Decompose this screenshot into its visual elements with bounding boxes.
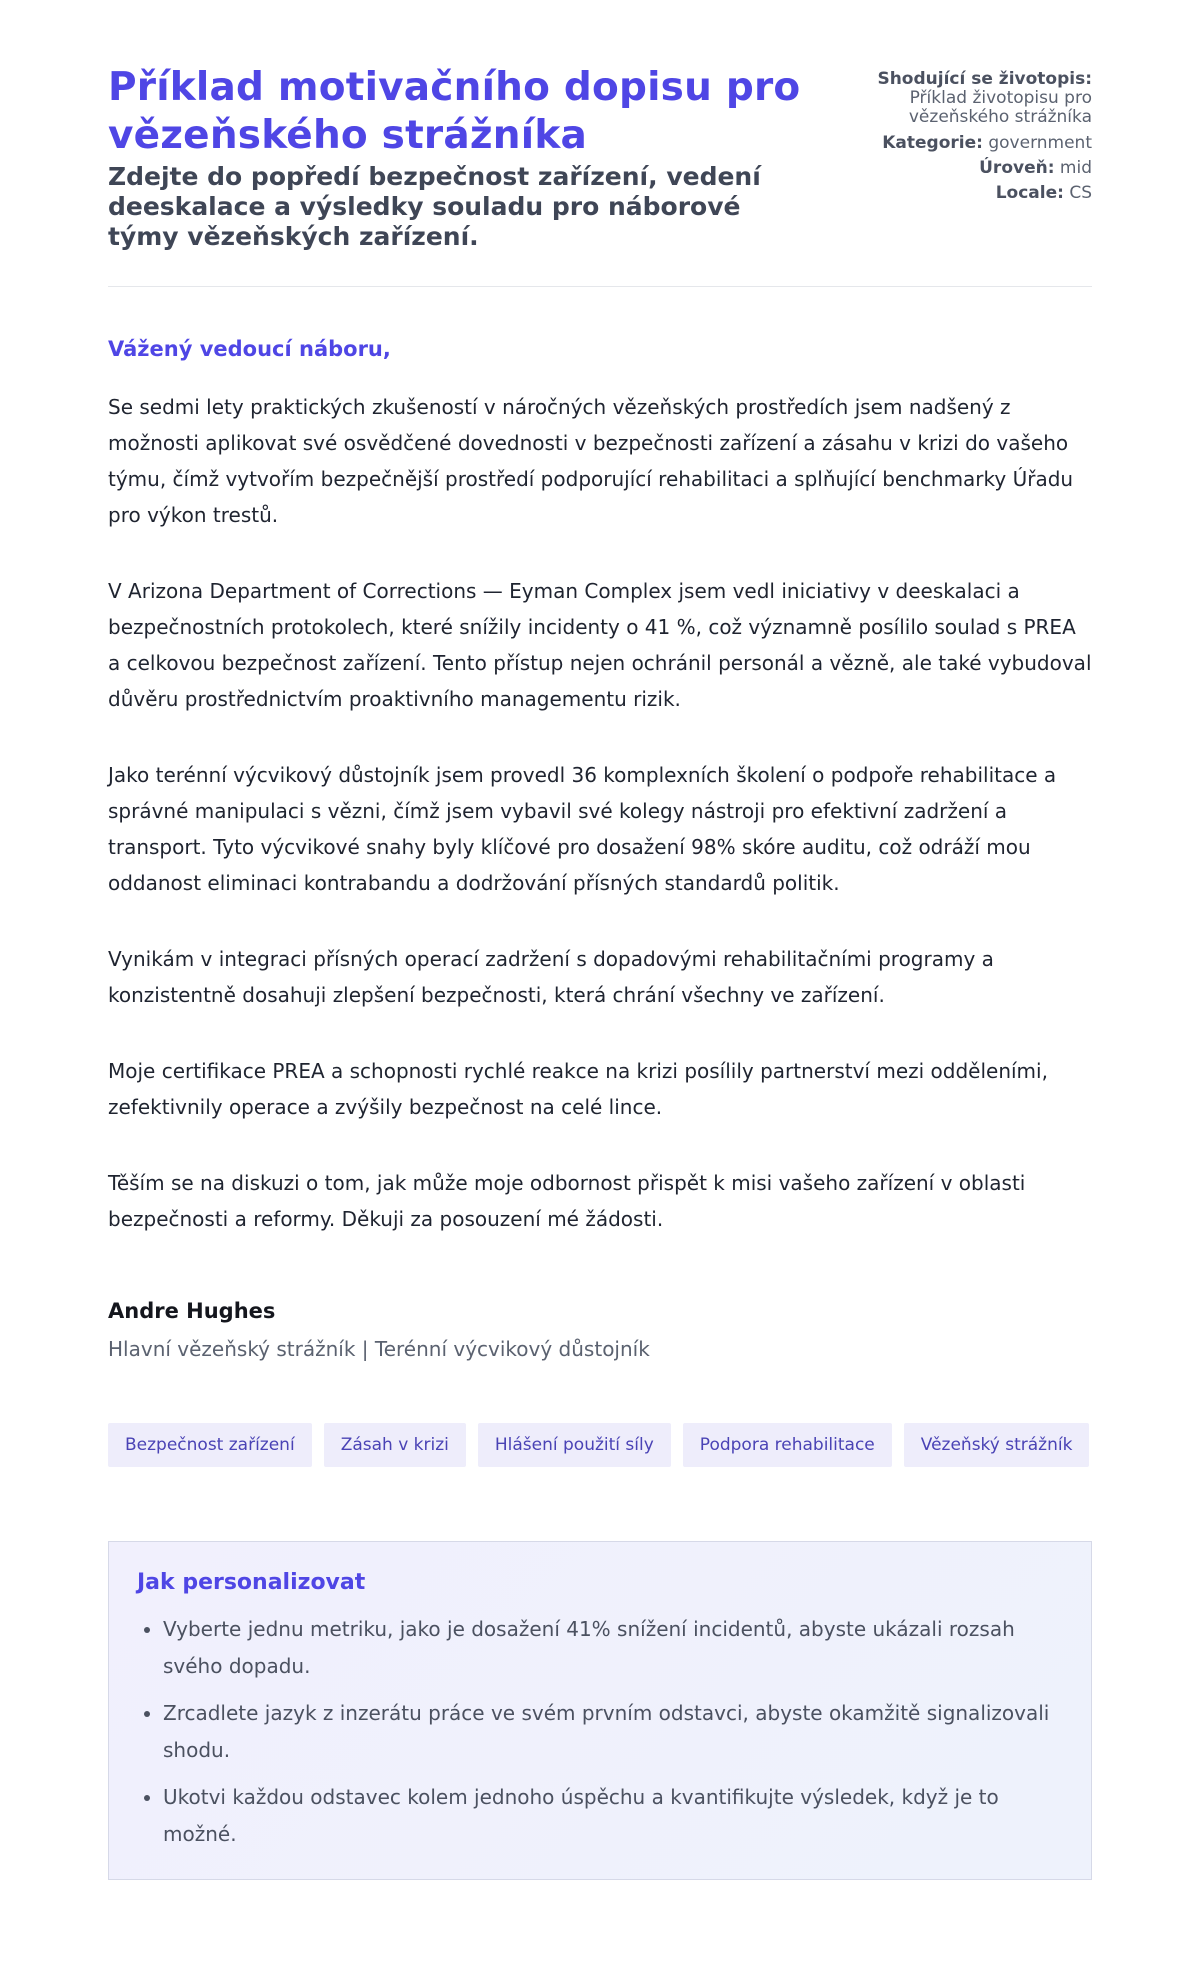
meta-matching-resume-value[interactable]: Příklad životopisu pro vězeňského strážníka bbox=[908, 88, 1092, 127]
tag-crisis-intervention[interactable]: Zásah v krizi bbox=[324, 1423, 466, 1467]
letter-paragraph-2: V Arizona Department of Corrections — Eyman Complex jsem vedl iniciativy v deeskalaci a bezpečnostních protokolech, které snížily incidenty o 41 %, což významně posílilo soulad s PREA a celkovou bezpečnost zařízení. Tento přístup nejen ochránil personál a vězně, ale také vybudoval důvěru prostřednictvím proaktivního managementu rizik. bbox=[108, 579, 1092, 711]
meta-panel bbox=[816, 64, 1092, 208]
meta-category-label: Kategorie: bbox=[882, 133, 983, 153]
signature-role: Hlavní vězeňský strážník | Terénní výcvikový důstojník bbox=[108, 1337, 650, 1361]
page-subtitle: Zdejte do popředí bezpečnost zařízení, vedení deeskalace a výsledky souladu pro náborové týmy vězeňských zařízení. bbox=[108, 162, 761, 251]
tag-correctional-officer[interactable]: Vězeňský strážník bbox=[904, 1423, 1090, 1467]
letter-salutation: Vážený vedoucí náboru, bbox=[108, 337, 391, 361]
meta-locale-value: CS bbox=[1069, 183, 1092, 203]
letter-paragraph-4: Vynikám v integraci přísných operací zadržení s dopadovými rehabilitačními programy a konzistentně dosahuji zlepšení bezpečnosti, která chrání všechny ve zařízení. bbox=[108, 947, 994, 1007]
letter-paragraph-1: Se sedmi lety praktických zkušeností v náročných vězeňských prostředích jsem nadšený z možnosti aplikovat své osvědčené dovednosti v bezpečnosti zařízení a zásahu v krizi do vašeho týmu, čímž vytvořím bezpečnější prostředí podporující rehabilitaci a splňující benchmarky Úřadu pro výkon trestů. bbox=[108, 395, 1074, 527]
meta-matching-resume bbox=[816, 69, 1092, 127]
skill-tags bbox=[108, 1423, 1092, 1467]
tag-use-of-force-reporting[interactable]: Hlášení použití síly bbox=[478, 1423, 671, 1467]
page-header bbox=[108, 64, 1092, 252]
letter-signature bbox=[108, 1299, 1092, 1361]
letter-paragraph-5: Moje certifikace PREA a schopnosti rychlé reakce na krizi posílily partnerství mezi odděleními, zefektivnily operace a zvýšily bezpečnost na celé lince. bbox=[108, 1059, 1048, 1119]
header-divider bbox=[108, 286, 1092, 287]
meta-level bbox=[816, 158, 1092, 178]
personalize-tips-box bbox=[108, 1541, 1092, 1880]
tips-list-item: • Zrcadlete jazyk z inzerátu práce ve svém prvním odstavci, abyste okamžitě signalizovali shodu. bbox=[163, 1695, 1063, 1769]
letter-body bbox=[108, 389, 1092, 1237]
tips-list-item: • Ukotvi každou odstavec kolem jednoho úspěchu a kvantifikujte výsledek, když je to možné. bbox=[163, 1779, 1063, 1853]
header-titles bbox=[108, 64, 816, 252]
signature-name: Andre Hughes bbox=[108, 1299, 276, 1323]
tag-rehabilitation-support[interactable]: Podpora rehabilitace bbox=[683, 1423, 892, 1467]
meta-level-label: Úroveň: bbox=[979, 158, 1055, 178]
meta-locale-label: Locale: bbox=[995, 183, 1064, 203]
letter-paragraph-3: Jako terénní výcvikový důstojník jsem provedl 36 komplexních školení o podpoře rehabilitace a správné manipulaci s vězni, čímž jsem vybavil své kolegy nástroji pro efektivní zadržení a transport. Tyto výcvikové snahy byly klíčové pro dosažení 98% skóre auditu, což odráží mou oddanost eliminaci kontrabandu a dodržování přísných standardů politik. bbox=[108, 763, 1057, 895]
meta-category-value: government bbox=[988, 133, 1092, 153]
meta-level-value: mid bbox=[1059, 158, 1092, 178]
tips-title: Jak personalizovat bbox=[137, 1570, 366, 1595]
tips-list bbox=[137, 1611, 1063, 1853]
meta-category bbox=[816, 133, 1092, 153]
meta-locale bbox=[816, 183, 1092, 203]
tag-facility-security[interactable]: Bezpečnost zařízení bbox=[108, 1423, 312, 1467]
meta-matching-resume-label: Shodující se životopis: bbox=[877, 69, 1092, 89]
page-title: Příklad motivačního dopisu pro vězeňského strážníka bbox=[108, 65, 801, 158]
letter-paragraph-6: Těším se na diskuzi o tom, jak může moje odbornost přispět k misi vašeho zařízení v oblasti bezpečnosti a reformy. Děkuji za posouzení mé žádosti. bbox=[108, 1171, 1026, 1231]
tips-list-item: • Vyberte jednu metriku, jako je dosažení 41% snížení incidentů, abyste ukázali rozsah svého dopadu. bbox=[163, 1611, 1063, 1685]
